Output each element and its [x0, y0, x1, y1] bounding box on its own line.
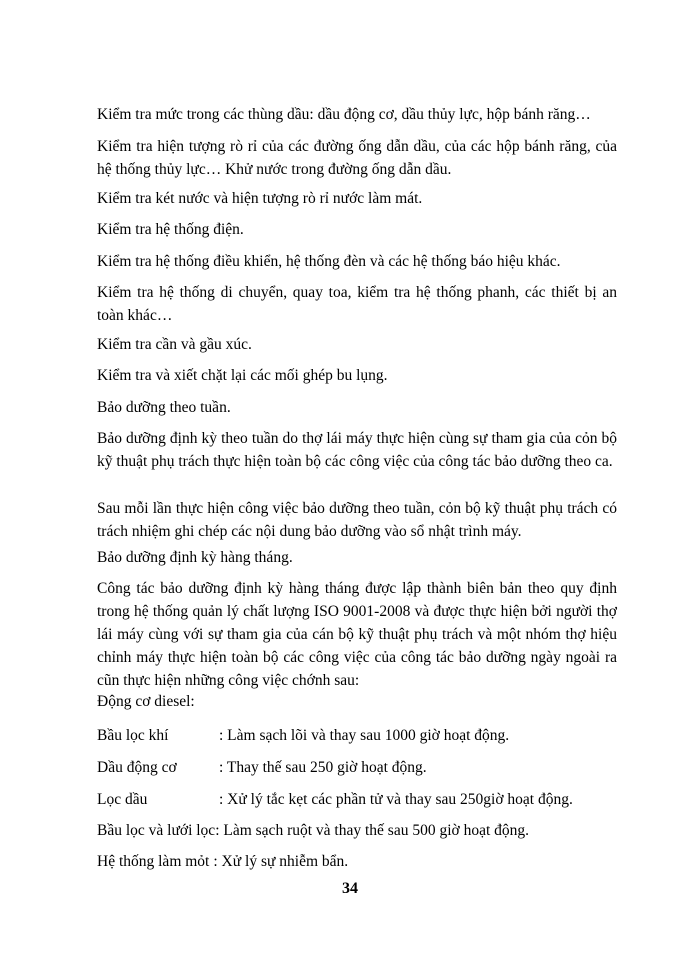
spec-label: Bầu lọc khí	[97, 727, 169, 744]
paragraph-check-travel-system: Kiểm tra hệ thống di chuyển, quay toa, kiểm tra hệ thống phanh, các thiết bị an toàn khác…	[97, 284, 617, 324]
spec-row-oil-filter	[97, 788, 637, 811]
paragraph-check-radiator: Kiểm tra két nước và hiện tượng rò rỉ nước làm mát.	[97, 190, 423, 207]
spec-value: : Xử lý sự nhiễm bẩn.	[213, 853, 349, 870]
spec-value: : Làm sạch ruột và thay thế sau 500 giờ hoạt động.	[215, 822, 530, 839]
spec-row-cooling-system	[97, 850, 637, 873]
spec-value: : Thay thế sau 250 giờ hoạt động.	[219, 759, 427, 776]
heading-monthly-maintenance: Bảo dưỡng định kỳ hàng tháng.	[97, 549, 293, 566]
spec-value: : Xử lý tắc kẹt các phần tử và thay sau 250giờ hoạt động.	[219, 791, 573, 808]
paragraph-tighten-bolts: Kiểm tra và xiết chặt lại các mối ghép bu lụng.	[97, 367, 388, 384]
paragraph-check-electrical: Kiểm tra hệ thống điện.	[97, 221, 244, 238]
paragraph-check-boom-bucket: Kiểm tra cần và gầu xúc.	[97, 336, 252, 353]
spec-label: Bầu lọc và lưới lọc	[97, 822, 216, 839]
paragraph-after-weekly: Sau mỗi lần thực hiện công việc bảo dưỡng theo tuần, cỏn bộ kỹ thuật phụ trách có trách nhiệm ghi chép các nội dung bảo dưỡng vào sổ nhật trình máy.	[97, 500, 617, 540]
spec-value: : Làm sạch lõi và thay sau 1000 giờ hoạt động.	[219, 727, 510, 744]
paragraph-check-control-system: Kiểm tra hệ thống điều khiển, hệ thống đèn và các hệ thống báo hiệu khác.	[97, 253, 561, 270]
spec-label: Dầu động cơ	[97, 759, 177, 776]
paragraph-check-leaks: Kiểm tra hiện tượng rò rỉ của các đường ống dẫn dầu, của các hộp bánh răng, của hệ thống thủy lực… Khử nước trong đường ống dẫn dầu.	[97, 138, 617, 178]
spec-row-air-filter	[97, 724, 637, 747]
spec-label: Lọc dầu	[97, 791, 148, 808]
spec-row-filter-screen	[97, 819, 637, 842]
paragraph-check-oil-levels: Kiểm tra mức trong các thùng dầu: dầu động cơ, dầu thủy lực, hộp bánh răng…	[97, 106, 591, 123]
spec-row-engine-oil	[97, 756, 637, 779]
paragraph-weekly-maintenance: Bảo dưỡng định kỳ theo tuần do thợ lái máy thực hiện cùng sự tham gia của cỏn bộ kỹ thuật phụ trách thực hiện toàn bộ các công việc của công tác bảo dưỡng theo ca.	[97, 430, 617, 470]
page-number: 34	[342, 880, 358, 897]
heading-weekly-maintenance: Bảo dưỡng theo tuần.	[97, 399, 231, 416]
paragraph-monthly-maintenance: Công tác bảo dưỡng định kỳ hàng tháng được lập thành biên bản theo quy định trong hệ thống quản lý chất lượng ISO 9001-2008 và được thực hiện bởi người thợ lái máy cùng với sự tham gia của cán bộ kỹ thuật phụ trách và một nhóm thợ hiệu chỉnh máy thực hiện toàn bộ các công việc của công tác bảo dưỡng ngày ngoài ra cũn thực hiện những công việc chớnh sau:	[97, 580, 617, 689]
heading-diesel-engine: Động cơ diesel:	[97, 693, 195, 710]
spec-label: Hệ thống làm mỏt	[97, 853, 210, 870]
